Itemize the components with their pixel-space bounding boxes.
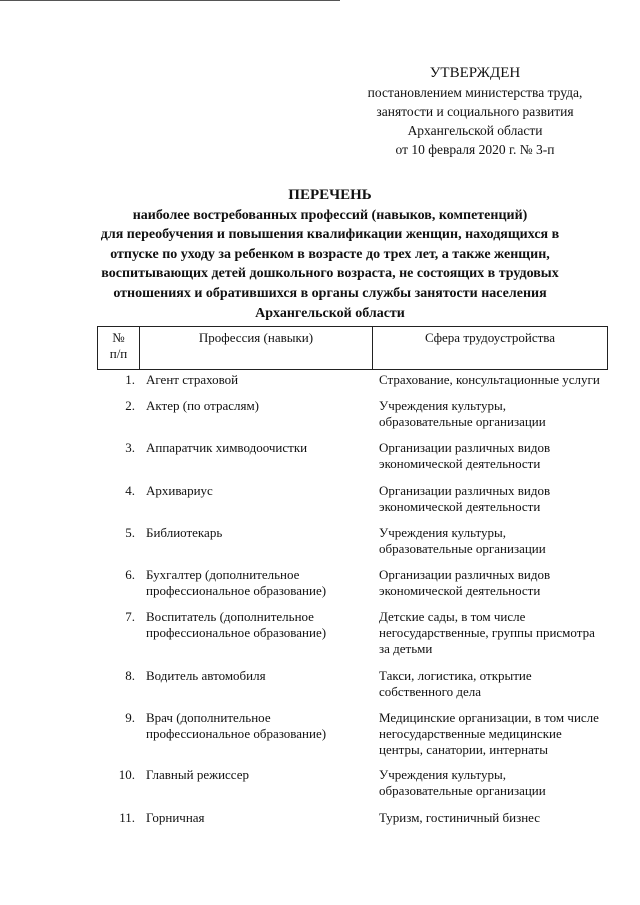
sphere-line: образовательные организации (379, 783, 546, 798)
heading-line-6: Архангельской области (255, 305, 405, 321)
row-sphere (379, 525, 619, 557)
profession-line: Библиотекарь (146, 525, 223, 540)
row-profession (146, 525, 366, 541)
row-profession (146, 609, 366, 641)
sphere-line: собственного дела (379, 684, 481, 699)
header-profession: Профессия (навыки) (140, 327, 373, 369)
row-number: 4. (125, 483, 135, 498)
row-profession (146, 710, 366, 742)
row-sphere (379, 398, 619, 430)
profession-line: Воспитатель (дополнительное (146, 609, 314, 624)
document-title: ПЕРЕЧЕНЬ (288, 187, 372, 203)
sphere-line: Учреждения культуры, (379, 525, 506, 540)
table-header (97, 326, 608, 370)
row-sphere (379, 372, 619, 388)
row-number: 1. (125, 372, 135, 387)
row-number: 8. (125, 668, 135, 683)
sphere-line: центры, санатории, интернаты (379, 742, 548, 757)
heading-line-5: отношениях и обратившихся в органы службы занятости населения (113, 285, 547, 301)
profession-line: Актер (по отраслям) (146, 398, 260, 413)
sphere-line: Организации различных видов (379, 567, 551, 582)
profession-line: Врач (дополнительное (146, 710, 271, 725)
row-profession (146, 372, 366, 388)
row-number: 3. (125, 440, 135, 455)
sphere-line: экономической деятельности (379, 499, 541, 514)
row-profession (146, 440, 366, 456)
document-heading (90, 186, 570, 323)
row-sphere (379, 609, 619, 657)
row-sphere (379, 440, 619, 472)
row-sphere (379, 710, 619, 758)
profession-line: Водитель автомобиля (146, 668, 266, 683)
profession-line: Главный режиссер (146, 767, 250, 782)
approval-block (340, 64, 610, 159)
row-number: 10. (118, 767, 135, 782)
sphere-line: Такси, логистика, открытие (379, 668, 532, 683)
profession-line: Горничная (146, 810, 205, 825)
row-sphere (379, 767, 619, 799)
row-sphere (379, 668, 619, 700)
sphere-line: образовательные организации (379, 541, 546, 556)
profession-line: Аппаратчик химводоочистки (146, 440, 308, 455)
row-number: 7. (125, 609, 135, 624)
row-profession (146, 398, 366, 414)
sphere-line: негосударственные медицинские (379, 726, 562, 741)
sphere-line: образовательные организации (379, 414, 546, 429)
sphere-line: Медицинские организации, в том числе (379, 710, 599, 725)
approval-line-3: Архангельской области (407, 123, 543, 138)
header-number (98, 327, 140, 369)
sphere-line: Детские сады, в том числе (379, 609, 526, 624)
sphere-line: Учреждения культуры, (379, 767, 506, 782)
sphere-line: Учреждения культуры, (379, 398, 506, 413)
approval-line-2: занятости и социального развития (376, 104, 574, 119)
approval-line-4: от 10 февраля 2020 г. № 3-п (395, 142, 555, 157)
sphere-line: экономической деятельности (379, 456, 541, 471)
row-number: 11. (119, 810, 135, 825)
heading-line-3: отпуске по уходу за ребенком в возрасте до трех лет, а также женщин, (110, 246, 550, 262)
row-sphere (379, 483, 619, 515)
sphere-line: Туризм, гостиничный бизнес (379, 810, 541, 825)
sphere-line: Страхование, консультационные услуги (379, 372, 600, 387)
row-profession (146, 810, 366, 826)
heading-line-4: воспитывающих детей дошкольного возраста, не состоящих в трудовых (101, 266, 559, 282)
sphere-line: Организации различных видов (379, 483, 551, 498)
row-profession (146, 668, 366, 684)
row-profession (146, 567, 366, 599)
header-sphere: Сфера трудоустройства (424, 330, 556, 345)
profession-line: профессиональное образование) (146, 583, 327, 598)
row-sphere (379, 810, 619, 826)
sphere-line: негосударственные, группы присмотра (379, 625, 595, 640)
approval-line-1: постановлением министерства труда, (367, 85, 583, 100)
header-number-symbol: № (112, 330, 125, 345)
row-profession (146, 483, 366, 499)
sphere-line: за детьми (379, 641, 433, 656)
profession-line: Архивариус (146, 483, 213, 498)
row-number: 5. (125, 525, 135, 540)
scan-edge-line (0, 0, 340, 1)
row-number: 2. (125, 398, 135, 413)
row-number: 6. (125, 567, 135, 582)
row-sphere (379, 567, 619, 599)
row-profession (146, 767, 366, 783)
header-number-abbrev: п/п (109, 346, 128, 361)
heading-line-2: для переобучения и повышения квалификации женщин, находящихся в (100, 227, 560, 243)
profession-line: Бухгалтер (дополнительное (146, 567, 300, 582)
row-number: 9. (125, 710, 135, 725)
approval-title: УТВЕРЖДЕН (429, 65, 521, 81)
sphere-line: Организации различных видов (379, 440, 551, 455)
profession-line: профессиональное образование) (146, 625, 327, 640)
sphere-line: экономической деятельности (379, 583, 541, 598)
heading-line-1: наиболее востребованных профессий (навыков, компетенций) (132, 207, 528, 223)
profession-line: Агент страховой (146, 372, 239, 387)
profession-line: профессиональное образование) (146, 726, 327, 741)
